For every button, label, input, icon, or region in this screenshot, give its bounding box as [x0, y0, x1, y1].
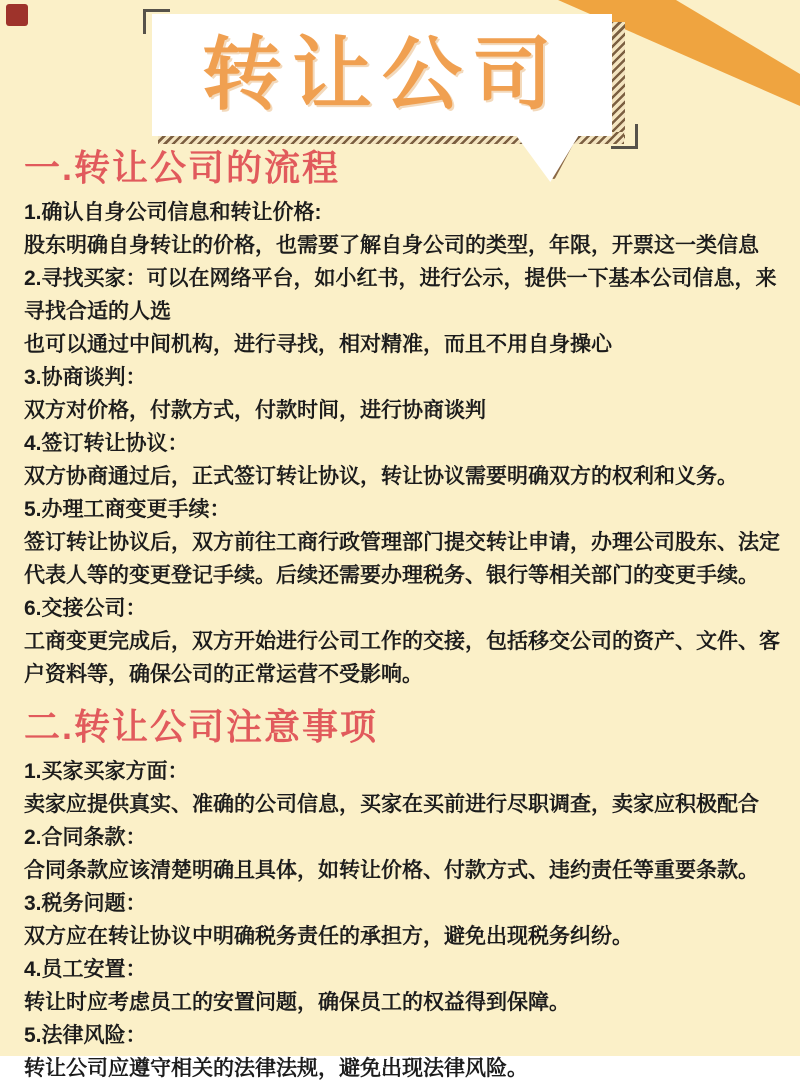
body-paragraph: 签订转让协议后，双方前往工商行政管理部门提交转让申请，办理公司股东、法定代表人等的变更登记手续。后续还需要办理税务、银行等相关部门的变更手续。 — [24, 531, 780, 588]
body-paragraph: 3.协商谈判： — [24, 366, 147, 390]
body-paragraph: 4.签订转让协议： — [24, 432, 189, 456]
body-paragraph: 股东明确自身转让的价格，也需要了解自身公司的类型，年限，开票这一类信息 — [24, 234, 759, 258]
poster-content — [24, 146, 784, 1085]
section-body — [24, 196, 784, 691]
body-paragraph: 5.办理工商变更手续： — [24, 498, 231, 522]
body-paragraph: 也可以通过中间机构，进行寻找，相对精准，而且不用自身操心 — [24, 333, 612, 357]
body-paragraph: 4.员工安置： — [24, 958, 147, 982]
corner-red-square — [6, 4, 28, 26]
body-paragraph: 6.交接公司： — [24, 597, 147, 621]
body-paragraph: 转让时应考虑员工的安置问题，确保员工的权益得到保障。 — [24, 991, 570, 1015]
body-paragraph: 双方应在转让协议中明确税务责任的承担方，避免出现税务纠纷。 — [24, 925, 633, 949]
body-paragraph: 双方对价格，付款方式，付款时间，进行协商谈判 — [24, 399, 486, 423]
body-paragraph: 卖家应提供真实、准确的公司信息，买家在买前进行尽职调查，卖家应积极配合 — [24, 793, 759, 817]
body-paragraph: 合同条款应该清楚明确且具体，如转让价格、付款方式、违约责任等重要条款。 — [24, 859, 759, 883]
body-paragraph: 5.法律风险： — [24, 1024, 147, 1048]
body-paragraph: 1.确认自身公司信息和转让价格: — [24, 201, 322, 225]
bracket-top-left-icon — [143, 9, 170, 34]
section-body — [24, 755, 784, 1085]
section-heading: 二.转让公司注意事项 — [24, 706, 379, 748]
body-paragraph: 工商变更完成后，双方开始进行公司工作的交接，包括移交公司的资产、文件、客户资料等，确保公司的正常运营不受影响。 — [24, 630, 780, 687]
body-paragraph: 2.合同条款： — [24, 826, 147, 850]
body-paragraph: 2.寻找买家：可以在网络平台，如小红书，进行公示，提供一下基本公司信息，来寻找合适的人选 — [24, 267, 777, 324]
poster-title: 转让公司 — [202, 30, 562, 119]
body-paragraph: 双方协商通过后，正式签订转让协议，转让协议需要明确双方的权利和义务。 — [24, 465, 738, 489]
section-process — [24, 146, 784, 691]
body-paragraph: 3.税务问题： — [24, 892, 147, 916]
title-speech-bubble — [152, 14, 612, 136]
bubble-shadow-right — [610, 22, 625, 140]
section-heading: 一.转让公司的流程 — [24, 147, 341, 188]
body-paragraph: 转让公司应遵守相关的法律法规，避免出现法律风险。 — [24, 1057, 528, 1081]
body-paragraph: 1.买家买家方面： — [24, 760, 189, 784]
section-notes — [24, 705, 784, 1085]
